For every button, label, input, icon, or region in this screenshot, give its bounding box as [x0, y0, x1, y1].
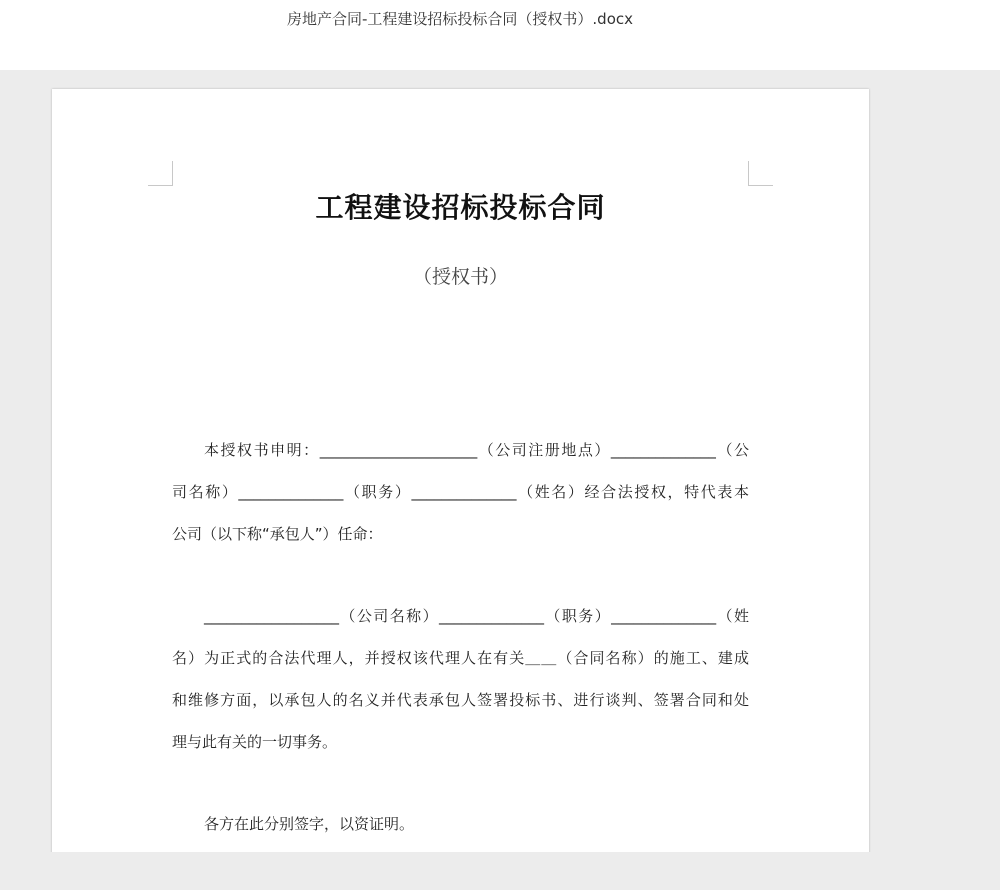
paragraph-line: 司名称）______________（职务）______________（姓名）经合法授权，特代表本: [172, 483, 749, 501]
paragraph-line: 公司（以下称“承包人”）任命：: [172, 525, 383, 543]
margin-corner-mark-left: [148, 161, 173, 186]
paragraph-signature-statement: [172, 803, 749, 845]
document-viewport[interactable]: [0, 70, 1000, 852]
document-heading: 工程建设招标投标合同: [315, 191, 606, 224]
document-page: [52, 89, 869, 852]
paragraph-line: 理与此有关的一切事务。: [172, 733, 338, 751]
paragraph-appointment: [172, 595, 749, 763]
document-subheading: （授权书）: [412, 266, 508, 288]
paragraph-line: __________________（公司名称）______________（职务）______________（姓: [204, 607, 749, 625]
paragraph-line: 各方在此分别签字，以资证明。: [204, 815, 415, 833]
document-filename: 房地产合同-工程建设招标投标合同（授权书）.docx: [286, 10, 633, 28]
paragraph-line: 名）为正式的合法代理人，并授权该代理人在有关＿＿（合同名称）的施工、建成: [172, 649, 749, 667]
bottom-bar: [0, 852, 1000, 890]
paragraph-line: 本授权书申明：_____________________（公司注册地点）______________（公: [204, 441, 749, 459]
paragraph-line: 和维修方面，以承包人的名义并代表承包人签署投标书、进行谈判、签署合同和处: [172, 691, 749, 709]
margin-corner-mark-right: [748, 161, 773, 186]
paragraph-authorization-statement: [172, 429, 749, 555]
title-bar: [0, 0, 1000, 70]
